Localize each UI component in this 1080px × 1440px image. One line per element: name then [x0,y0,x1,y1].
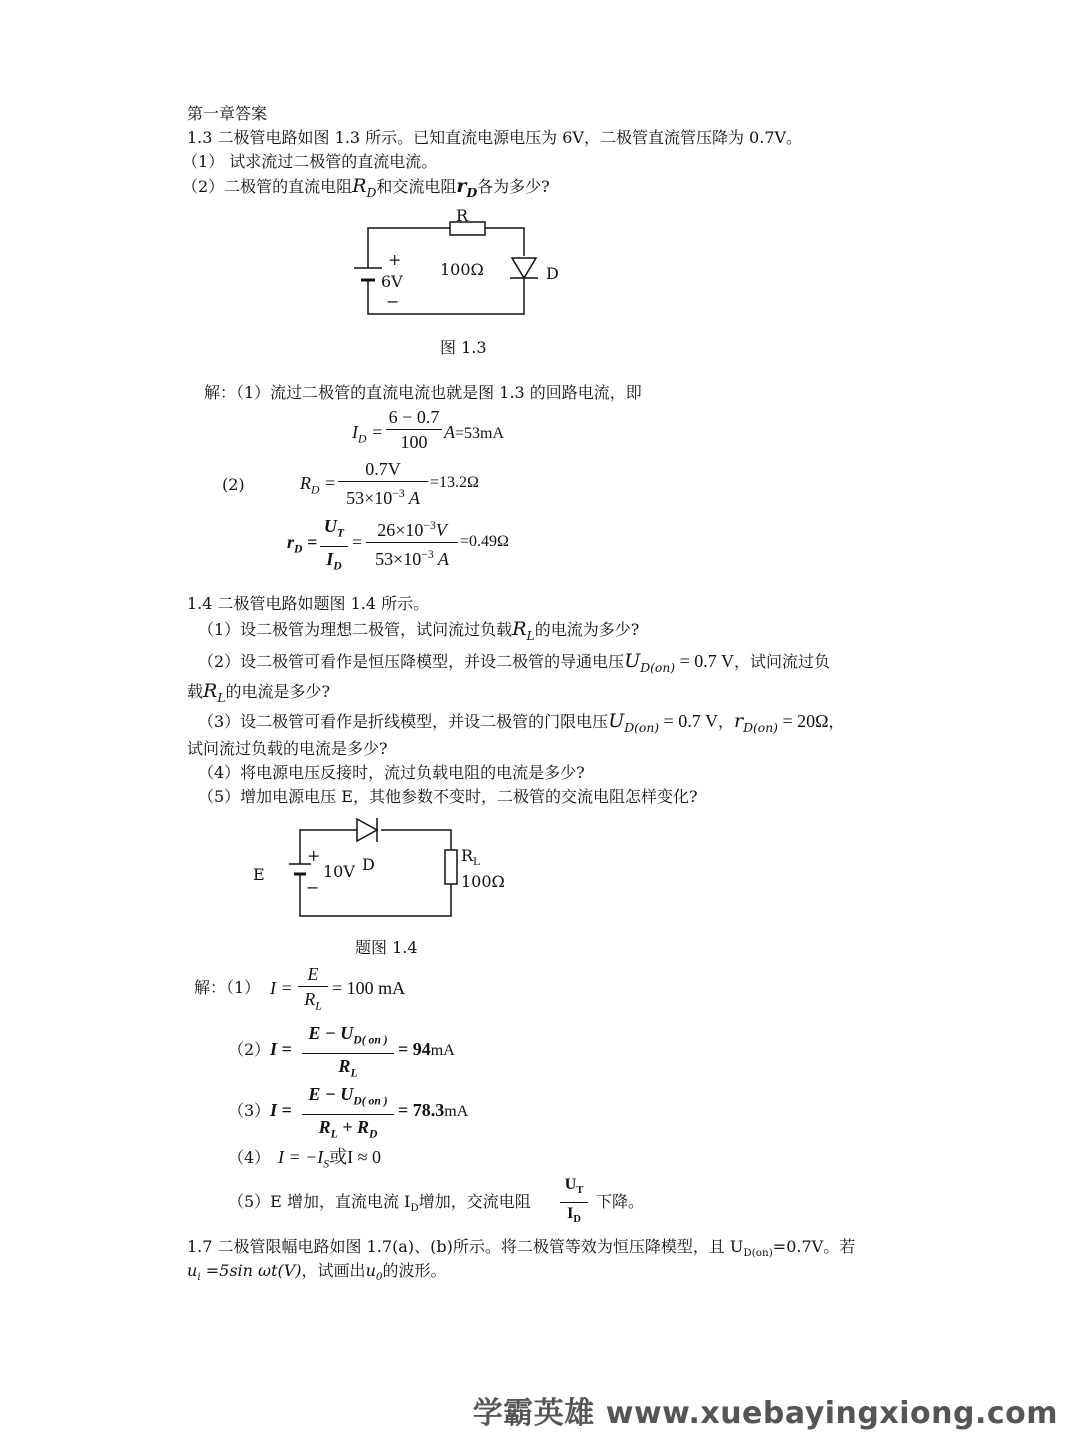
diode-triangle [512,258,536,278]
fig14-label-rl: $R_L$ [461,846,480,869]
eq1-num: 6 − 0.7 [388,407,440,427]
rl-symbol: $R_L$ [512,618,535,643]
problem-1-4-q3: （3）设二极管可看作是折线模型，并设二极管的门限电压$U_{D(on)} = 0.7$ V，$r_{D(on)} = 20\Omega$， [198,710,845,735]
s2-lhs: I = [270,1039,292,1059]
problem-1-4-q5: （5）增加电源电压 E，其他参数不变时，二极管的交流电阻怎样变化? [198,787,698,806]
rd-small-symbol: $r_D$ [456,175,478,200]
rd-symbol: $R_D$ [352,175,377,200]
solution-1-3-intro: 解：（1）流过二极管的直流电流也就是图 1.3 的回路电流，即 [204,383,642,402]
eq3-num1: $U_T$ [323,516,345,540]
s2-num: $E - U_{D( on )}$ [308,1023,388,1047]
rd-on-symbol: $r_{D(on)}$ [733,710,778,735]
eq3-num2: $26\times 10^{-3}V$ [377,519,447,540]
s1-lhs: I = [270,978,293,998]
s5-text: （5）E 增加，直流电流 $I_D$增加，交流电阻 [228,1192,531,1215]
s3-den: $R_L + R_D$ [318,1116,378,1141]
problem-1-4-question: 1.4 二极管电路如题图 1.4 所示。 [187,594,430,613]
problem-1-3-q1: （1） 试求流过二极管的直流电流。 [182,152,438,171]
s2-fraction [302,1022,394,1084]
eq3-fraction-1 [320,515,348,577]
s1-fraction [298,963,328,1018]
eq2-den: $53\times 10^{-3}$ A [346,487,420,508]
rl-symbol-2: $R_L$ [203,680,226,705]
q2-text-c: 各为多少? [477,177,550,196]
s4-expression: $I = -I_S$或I ≈ 0 [278,1147,381,1171]
fig13-plus: + [388,250,402,269]
fig13-label-d: D [546,264,559,283]
ud-on-symbol-2: $U_{D(on)}$ [608,710,660,735]
eq3-result: =0.49Ω [460,533,509,550]
eq2-fraction [338,458,428,509]
fig14-caption: 题图 1.4 [355,938,418,957]
problem-1-4-q2-cont: 载$R_L$的电流是多少? [187,680,331,705]
eq1-den: 100 [400,432,428,452]
fig14-plus: + [307,846,321,865]
watermark: 学霸英雄 www.xuebayingxiong.com [472,1396,1058,1431]
eq1-result: A=53mA [444,422,505,442]
eq3-fraction-2 [366,515,458,570]
eq3-equals: = [352,532,363,552]
solution-1-3-part2-label: (2) [222,475,245,494]
s2-den: $R_L$ [338,1055,358,1080]
fig13-voltage: 6V [381,272,403,291]
problem-1-4-q2: （2）设二极管可看作是恒压降模型，并设二极管的导通电压$U_{D(on)} = 0.7$ V，试问流过负 [198,650,830,675]
fig13-minus: − [386,292,400,311]
eq2-num: 0.7V [365,459,401,479]
s4-label: （4） [228,1148,271,1167]
eq1-fraction [386,406,442,453]
figure-1-4-circuit [285,812,485,924]
s5-num: $U_T$ [564,1176,584,1197]
s3-result: = 78.3mA [398,1100,469,1120]
eq3-den2: $53\times 10^{-3}$ A [375,548,449,569]
problem-1-4-q4: （4）将电源电压反接时，流过负载电阻的电流是多少? [198,763,585,782]
s1-num: E [307,964,319,984]
ud-on-symbol: $U_{D(on)}$ [624,650,676,675]
q2-text-b: 和交流电阻 [376,177,457,196]
s2-result: = 94mA [398,1039,455,1059]
problem-1-7-line2: $u_i =5\sin$ ωt(V)，试画出$u_0$的波形。 [187,1261,447,1284]
eq3-den1: $I_D$ [326,548,342,573]
fig14-resistance: 100Ω [461,872,505,891]
problem-1-7-line1: 1.7 二极管限幅电路如图 1.7(a)、(b)所示。将二极管等效为恒压降模型，且 $U_{D(on)}=0.7V$。若 [187,1237,856,1260]
chapter-title: 第一章答案 [187,104,268,123]
s3-fraction [302,1083,394,1145]
diode-triangle [357,819,377,841]
s2-label: （2） [228,1040,271,1059]
problem-1-4-q1: （1）设二极管为理想二极管，试问流过负载$R_L$的电流为多少? [198,618,640,643]
s1-result: = 100 mA [332,978,406,998]
s5-fraction [560,1175,588,1230]
fig14-minus: − [306,878,320,897]
solution-1-4-label: 解：（1） [194,978,261,997]
resistor-rl [445,850,457,884]
problem-1-4-q3-cont: 试问流过负载的电流是多少? [187,739,388,758]
fig13-resistance: 100Ω [440,260,484,279]
eq1-lhs: $I_D$ = [352,422,384,446]
s5-text-end: 下降。 [596,1192,645,1211]
fig13-caption: 图 1.3 [440,338,487,357]
problem-1-3-question: 1.3 二极管电路如图 1.3 所示。已知直流电源电压为 6V，二极管直流管压降为 0.7V。 [187,128,803,147]
s1-den: $R_L$ [304,989,322,1013]
fig14-voltage: 10V [323,862,355,881]
fig14-label-e: E [253,865,265,884]
s5-den: $I_D$ [567,1205,581,1226]
fig13-label-r: R [456,206,469,225]
eq2-result: =13.2Ω [430,474,479,491]
fig14-label-d: D [362,855,375,874]
q2-text-a: （2）二极管的直流电阻 [182,177,353,196]
s3-num: $E - U_{D( on )}$ [308,1084,388,1108]
problem-1-3-q2 [182,176,550,203]
eq3-lhs: $r_D$ = [287,532,318,556]
s3-lhs: I = [270,1100,292,1120]
s3-label: （3） [228,1101,271,1120]
eq2-lhs: $R_D$ = [300,473,337,497]
